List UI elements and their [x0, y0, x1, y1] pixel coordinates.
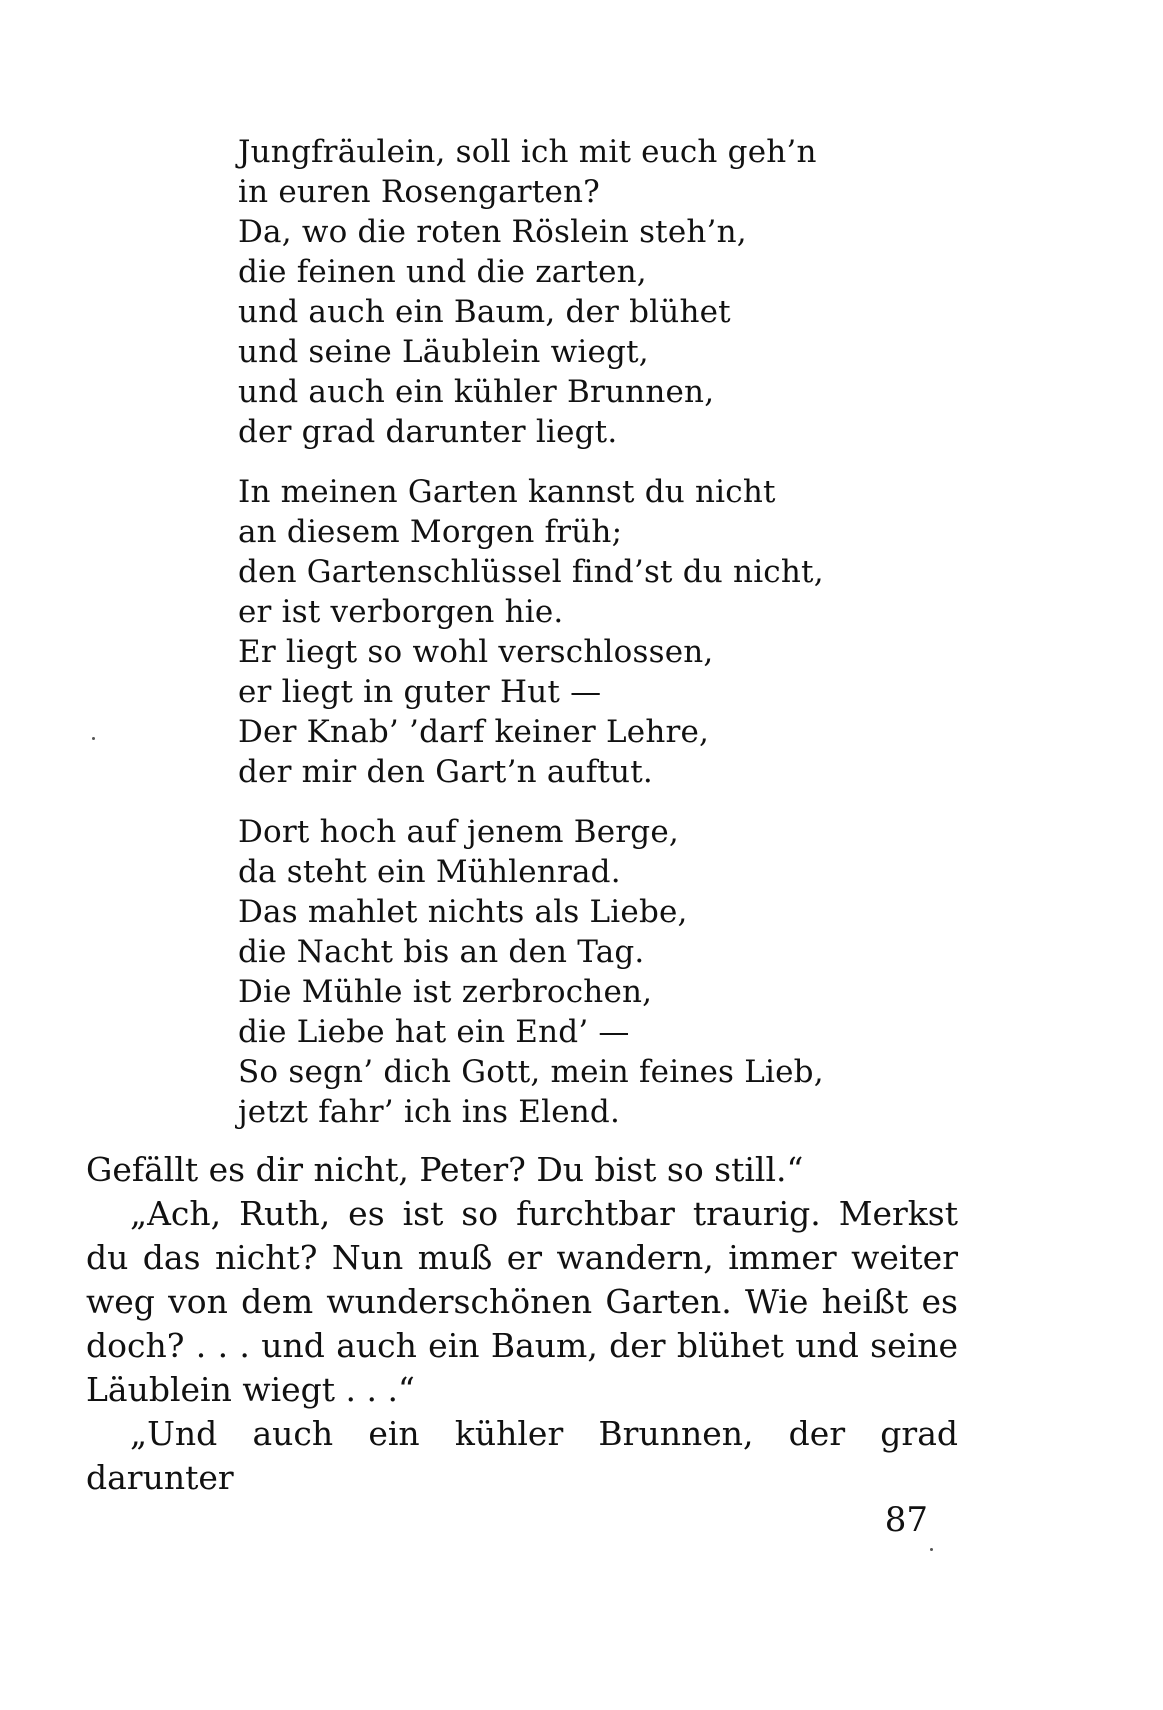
verse-line: Jungfräulein, soll ich mit euch geh’n [238, 134, 817, 170]
verse-line: So segn’ dich Gott, mein feines Lieb, [238, 1054, 824, 1090]
verse-line: Der Knab’ ’darf keiner Lehre, [238, 714, 710, 750]
verse-line: der grad darunter liegt. [238, 414, 618, 450]
poem-stanza-3 [238, 812, 958, 1132]
print-speck [930, 1548, 933, 1551]
verse-line: an diesem Morgen früh; [238, 514, 623, 550]
verse-line: Die Mühle ist zerbrochen, [238, 974, 653, 1010]
verse-line: In meinen Garten kannst du nicht [238, 474, 776, 510]
print-speck [92, 737, 95, 740]
verse-line: in euren Rosengarten? [238, 174, 600, 210]
verse-line: und auch ein kühler Brunnen, [238, 374, 715, 410]
prose-paragraph-1 [86, 1148, 958, 1192]
poem-stanza-2 [238, 472, 958, 792]
poem-stanza-1 [238, 132, 958, 452]
verse-line: die Nacht bis an den Tag. [238, 934, 645, 970]
verse-line: und seine Läublein wiegt, [238, 334, 649, 370]
prose-paragraph-3 [86, 1412, 958, 1500]
verse-line: da steht ein Mühlenrad. [238, 854, 621, 890]
verse-line: jetzt fahr’ ich ins Elend. [238, 1094, 620, 1130]
verse-line: die feinen und die zarten, [238, 254, 647, 290]
verse-line: der mir den Gart’n auftut. [238, 754, 653, 790]
paragraph-text: „Ach, Ruth, es ist so furchtbar traurig. Merkst du das nicht? Nun muß er wandern, immer weiter weg von dem wunderschönen Garten. Wie heißt es doch? . . . und auch ein Baum, der blühet und seine Läublein wiegt . . .“ [86, 1194, 958, 1409]
verse-line: Dort hoch auf jenem Berge, [238, 814, 679, 850]
verse-line: Er liegt so wohl verschlossen, [238, 634, 714, 670]
prose-paragraph-2 [86, 1192, 958, 1412]
verse-line: Da, wo die roten Röslein steh’n, [238, 214, 747, 250]
paragraph-text: Gefällt es dir nicht, Peter? Du bist so still.“ [86, 1150, 804, 1189]
verse-line: den Gartenschlüssel find’st du nicht, [238, 554, 824, 590]
verse-line: und auch ein Baum, der blühet [238, 294, 731, 330]
page-number: 87 [884, 1500, 928, 1540]
paragraph-text: „Und auch ein kühler Brunnen, der grad darunter [86, 1414, 958, 1497]
verse-line: die Liebe hat ein End’ — [238, 1014, 630, 1050]
verse-line: er ist verborgen hie. [238, 594, 564, 630]
verse-line: Das mahlet nichts als Liebe, [238, 894, 688, 930]
verse-line: er liegt in guter Hut — [238, 674, 602, 710]
